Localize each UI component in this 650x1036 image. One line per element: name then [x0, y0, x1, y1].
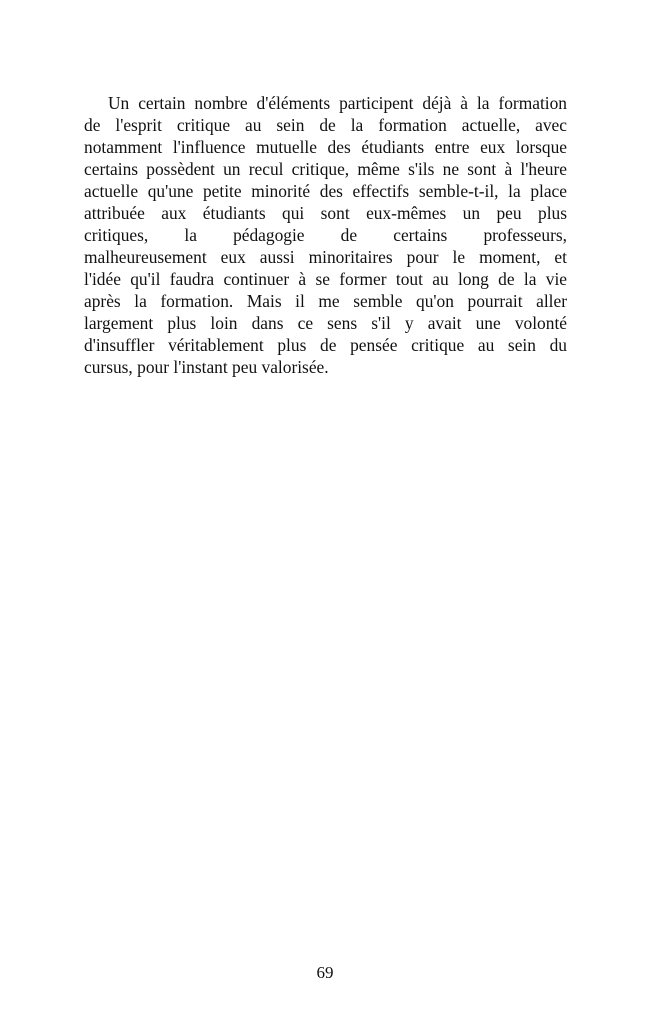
paragraph-line: critiques, la pédagogie de certains professeurs, [84, 225, 567, 245]
paragraph-line: actuelle qu'une petite minorité des effectifs semble-t-il, la place [84, 181, 567, 201]
body-paragraph [84, 92, 567, 378]
paragraph-line: de l'esprit critique au sein de la formation actuelle, avec [84, 115, 567, 135]
paragraph-line: largement plus loin dans ce sens s'il y avait une volonté [84, 313, 567, 333]
paragraph-line: l'idée qu'il faudra continuer à se former tout au long de la vie [84, 269, 567, 289]
paragraph-line: attribuée aux étudiants qui sont eux-mêmes un peu plus [84, 203, 567, 223]
page-number: 69 [316, 963, 334, 982]
paragraph-line: certains possèdent un recul critique, même s'ils ne sont à l'heure [84, 159, 567, 179]
paragraph-line: après la formation. Mais il me semble qu'on pourrait aller [84, 291, 567, 311]
paragraph-line: notamment l'influence mutuelle des étudiants entre eux lorsque [84, 137, 567, 157]
paragraph-line: Un certain nombre d'éléments participent déjà à la formation [108, 93, 567, 113]
paragraph-line: malheureusement eux aussi minoritaires pour le moment, et [84, 247, 567, 267]
paragraph-line: d'insuffler véritablement plus de pensée critique au sein du [84, 335, 567, 355]
paragraph-line: cursus, pour l'instant peu valorisée. [84, 357, 329, 377]
